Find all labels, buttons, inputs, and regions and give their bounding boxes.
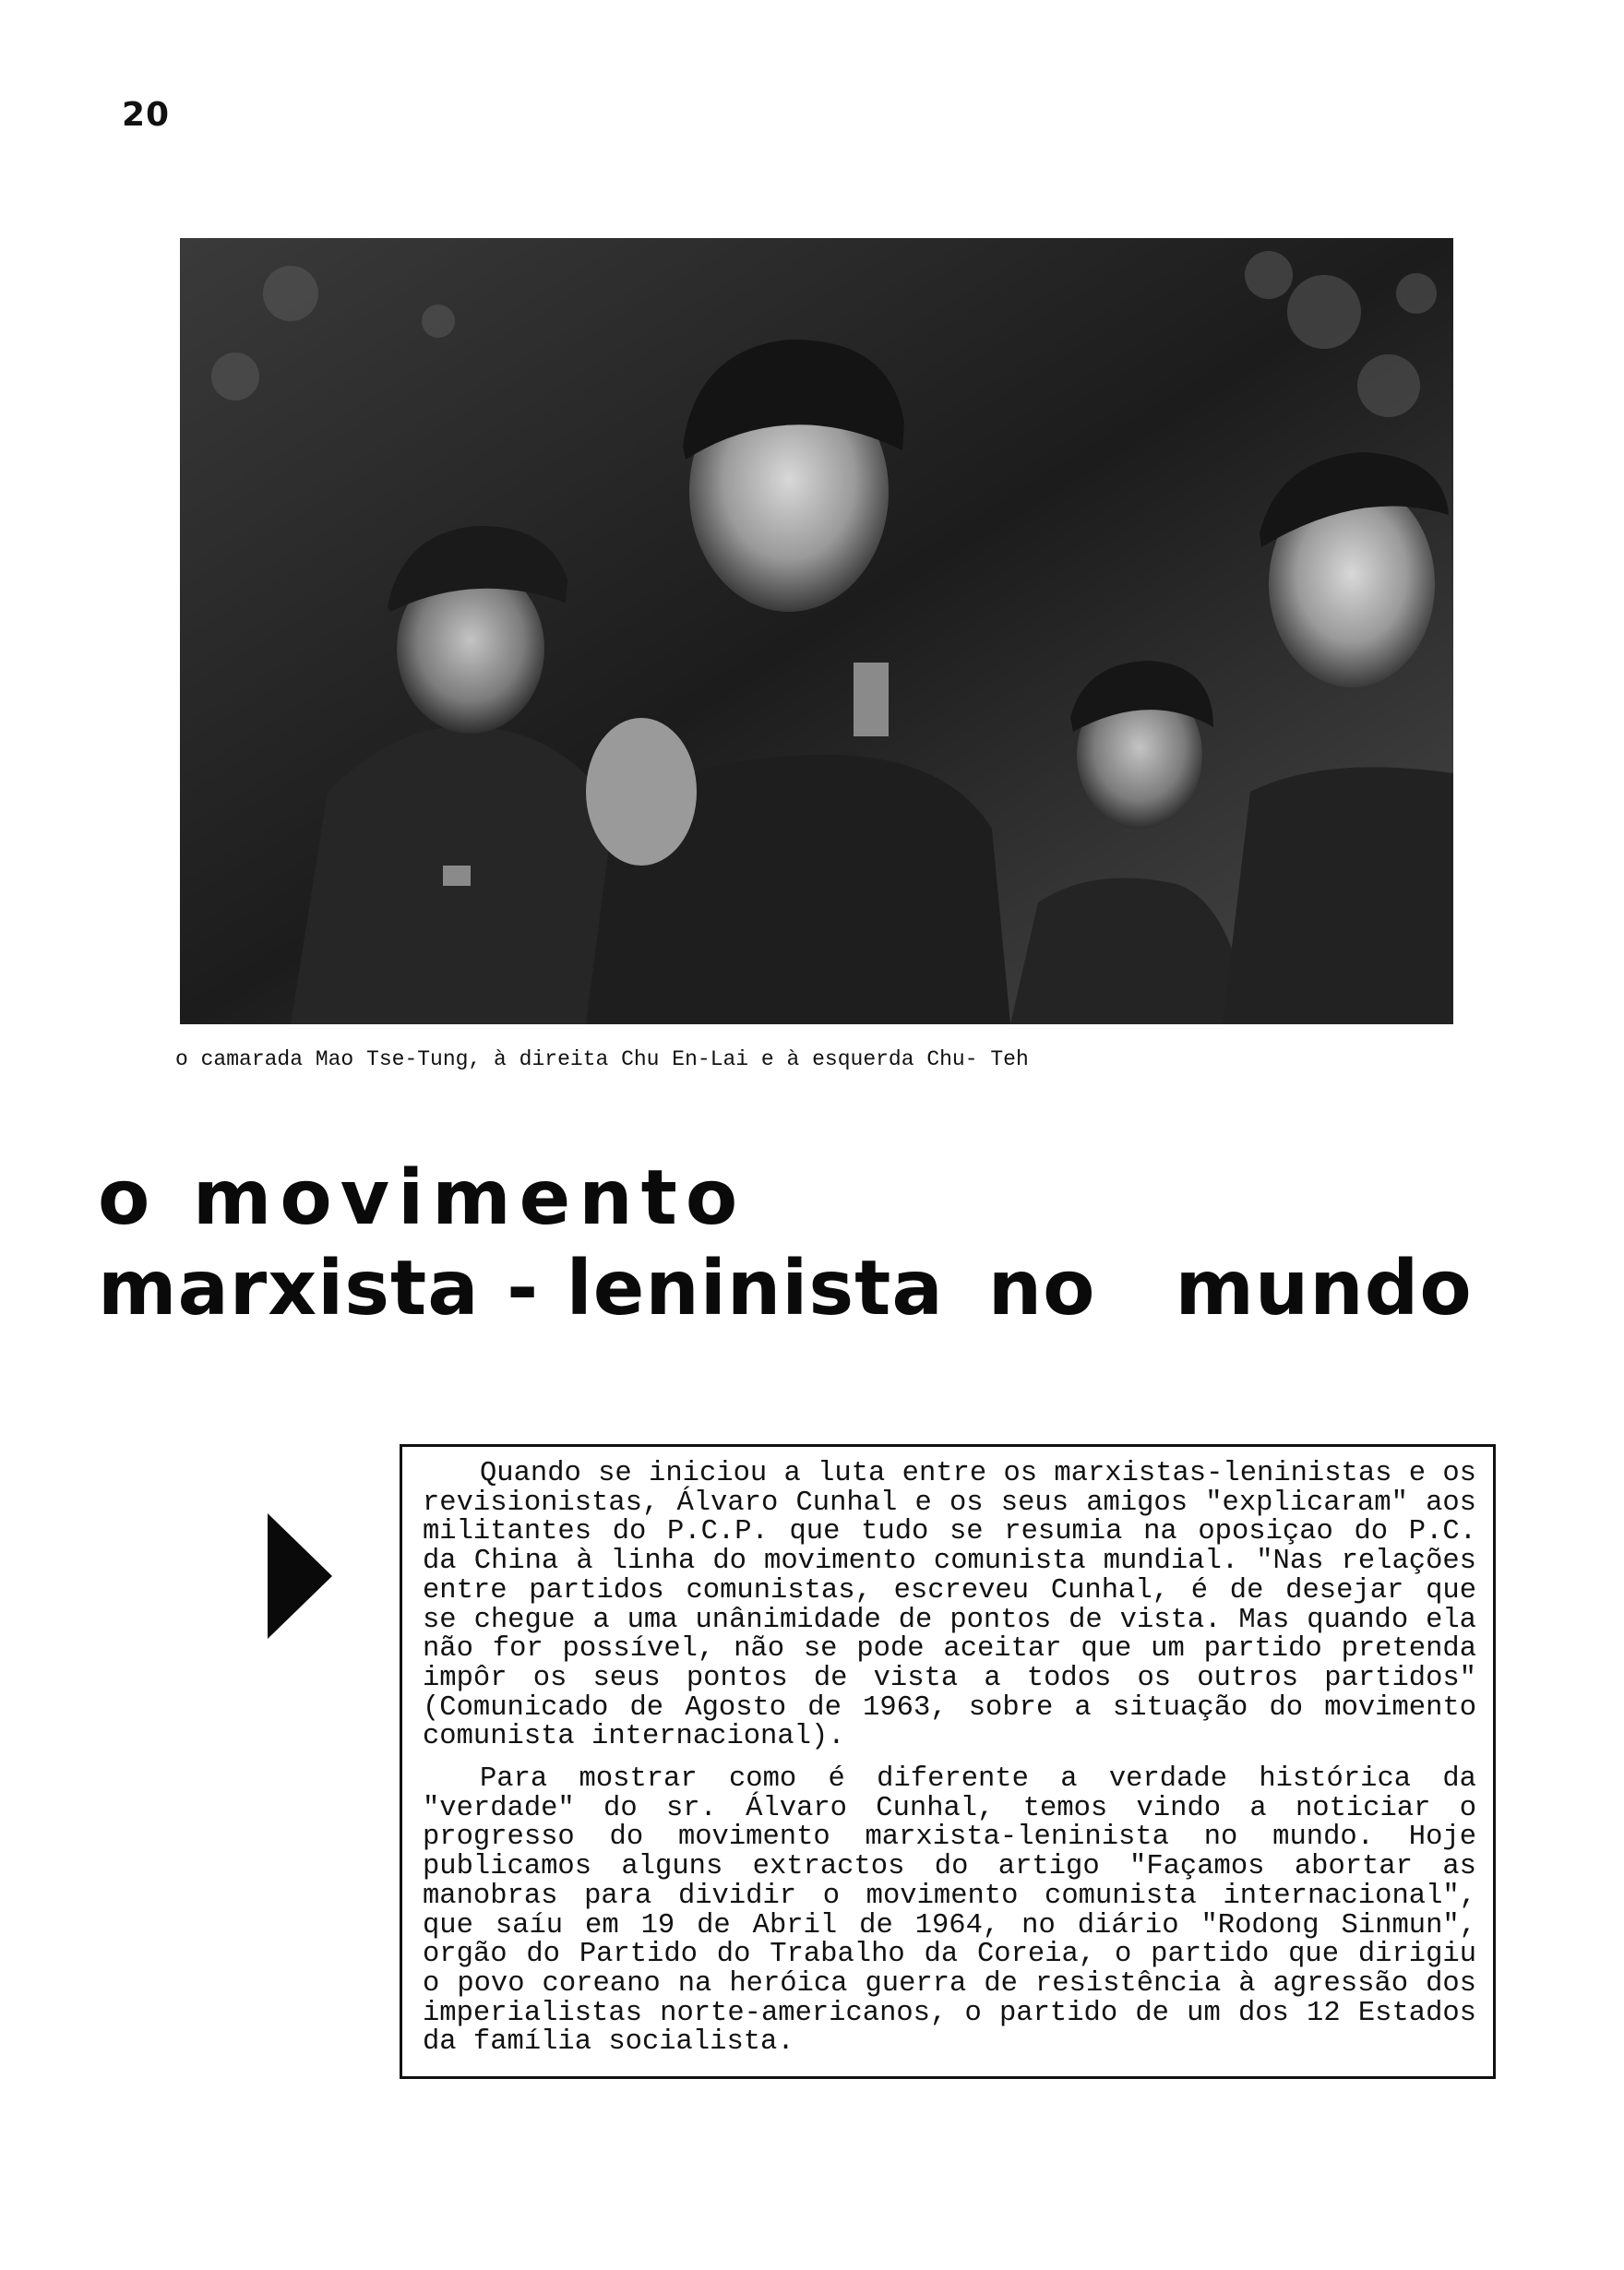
photo-caption: o camarada Mao Tse-Tung, à direita Chu En-Lai e à esquerda Chu- Teh: [175, 1047, 1029, 1071]
headline-line-2: [98, 1245, 1473, 1332]
headline: [98, 1154, 1473, 1332]
article-text-box: [400, 1444, 1496, 2079]
photograph: [180, 238, 1453, 1024]
page-number: 20: [122, 96, 171, 134]
article-paragraph-2: Para mostrar como é diferente a verdade histórica da "verdade" do sr. Álvaro Cunhal, temos vindo a noticiar o progresso do movimento marxista-leninista no mundo. Hoje publicamos alguns extractos do artigo "Façamos abortar as manobras para dividir o movimento comunista internacional", que saíu em 19 de Abril de 1964, no diário "Rodong Sinmun", orgão do Partido do Trabalho da Coreia, o partido que dirigiu o povo coreano na heróica guerra de resistência à agressão dos imperialistas norte-americanos, o partido de um dos 12 Estados da família socialista.: [423, 1763, 1476, 2059]
headline-word-marxista-leninista: marxista - leninista: [98, 1245, 944, 1332]
photo-illustration: [180, 238, 1453, 1024]
headline-line-1: o movimento: [98, 1154, 746, 1242]
headline-word-no: no: [987, 1245, 1096, 1332]
article-paragraph-1: Quando se iniciou a luta entre os marxistas-leninistas e os revisionistas, Álvaro Cunhal e os seus amigos "explicaram" aos militantes do P.C.P. que tudo se resumia na oposiçao do P.C. da China à linha do movimento comunista mundial. "Nas relações entre partidos comunistas, escreveu Cunhal, é de desejar que se chegue a uma unânimidade de pontos de vista. Mas quando ela não for possível, não se pode aceitar que um partido pretenda impôr os seus pontos de vista a todos os outros partidos" (Comunicado de Agosto de 1963, sobre a situação do movimento comunista internacional).: [423, 1458, 1476, 1753]
triangle-right-icon: [268, 1513, 332, 1639]
headline-word-mundo: mundo: [1175, 1245, 1473, 1332]
